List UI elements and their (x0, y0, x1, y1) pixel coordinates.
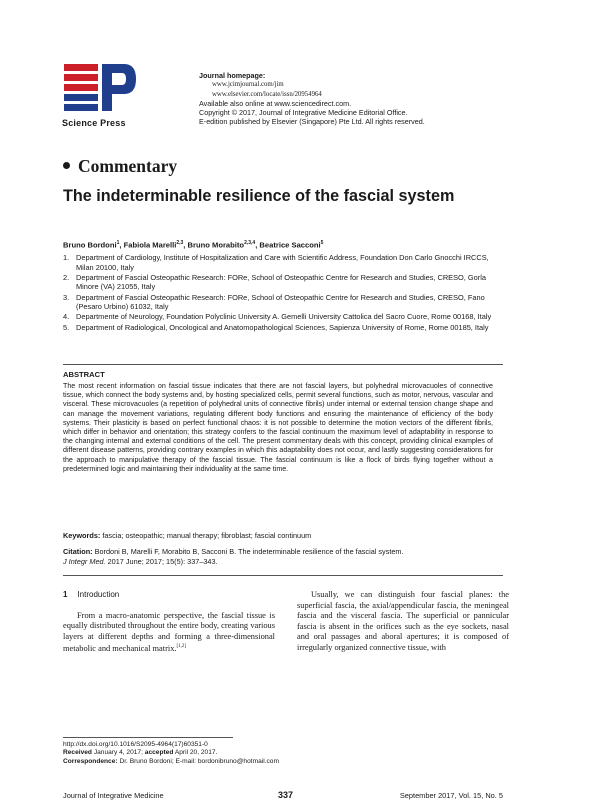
affiliation-item (63, 293, 493, 312)
online-availability: Available also online at www.sciencedirect.com. (199, 98, 352, 108)
citation-details: 2017 June; 2017; 15(5): 337–343. (107, 557, 218, 566)
logo-text: Science Press (62, 118, 126, 128)
affiliation-list (63, 253, 493, 333)
page-number: 337 (278, 790, 294, 800)
page-footer (63, 791, 503, 801)
body-column-left (63, 590, 275, 655)
author-name: Fabiola Marelli (123, 240, 177, 250)
affiliation-number: 1. (63, 253, 70, 262)
correspondence-line (63, 758, 279, 766)
footnote-rule (63, 737, 233, 738)
affiliation-item (63, 253, 493, 272)
accepted-label: accepted (144, 749, 174, 757)
citation (63, 547, 493, 567)
accepted-date: April 20, 2017. (174, 749, 218, 757)
homepage-url[interactable]: www.jcimjournal.com/jim (212, 81, 284, 89)
keywords (63, 531, 493, 540)
author-affil-ref: 2,3 (176, 240, 184, 246)
footer-journal: Journal of Integrative Medicine (63, 791, 164, 800)
received-date: January 4, 2017; (93, 749, 143, 757)
article-title: The indeterminable resilience of the fascial system (63, 187, 455, 205)
citation-journal: J Integr Med. (63, 557, 106, 566)
doi-link[interactable]: http://dx.doi.org/10.1016/S2095-4964(17)60351-0 (63, 741, 208, 748)
section-title: Introduction (77, 590, 120, 599)
affiliation-number: 3. (63, 292, 70, 302)
section-type (63, 156, 177, 177)
affiliation-text: Department of Cardiology, Institute of Hospitalization and Care with Scientific Address, Foundation Don Carlo Gnocchi IRCCS, Milan 20100, Italy (76, 253, 489, 272)
bullet-icon (63, 162, 70, 169)
author-affil-ref: 5 (320, 240, 324, 246)
keywords-text: fascia; osteopathic; manual therapy; fibroblast; fascial continuum (102, 531, 312, 540)
author-name: Beatrice Sacconi (259, 240, 321, 250)
dates-line (63, 749, 279, 757)
citation-label: Citation: (63, 547, 93, 556)
footnotes (63, 741, 279, 766)
abstract-heading: ABSTRACT (63, 370, 105, 379)
section-heading (63, 590, 275, 601)
affiliation-number: 2. (63, 272, 70, 282)
correspondence-text: Dr. Bruno Bordoni; E-mail: bordonibruno@hotmail.com (119, 757, 279, 765)
section-type-label: Commentary (78, 156, 178, 176)
affiliation-item (63, 273, 493, 292)
author-affil-ref: 1 (116, 240, 120, 246)
affiliation-item (63, 323, 493, 333)
affiliation-number: 4. (63, 312, 70, 322)
affiliation-number: 5. (63, 322, 70, 332)
author-list: Bruno Bordoni$^1$, Fabiola Marelli$^{2,3}$, Bruno Morabito$^{2,3,4}$, Beatrice Sacconi$^5$ (63, 240, 324, 250)
intro-paragraph (63, 611, 275, 655)
footer-issue: September 2017, Vol. 15, No. 5 (399, 791, 503, 800)
keywords-label: Keywords: (63, 531, 101, 540)
correspondence-label: Correspondence: (63, 757, 118, 765)
author-name: Bruno Morabito (187, 240, 245, 250)
homepage-label: Journal homepage: (199, 71, 266, 80)
section-number: 1 (63, 590, 68, 599)
fascial-planes-paragraph: Usually, we can distinguish four fascial planes: the superficial fascia, the axial/appendicular fascia, the meningeal fascia and the visceral fascia. The superficial or pannicular fascia is absent in the orifices such as the eye sockets, nasal and oral passages and aboral apertures; it is composed of irregularly organized connective tissue, with (297, 590, 509, 652)
science-press-logo (62, 60, 138, 126)
affiliation-text: Department of Radiological, Oncological and Anatomopathological Sciences, Sapienza University of Rome, Rome 00185, Italy (76, 322, 489, 332)
publisher-line: E-edition published by Elsevier (Singapore) Pte Ltd. All rights reserved. (199, 117, 425, 127)
citation-bottom-rule (63, 575, 503, 576)
received-label: Received (63, 749, 92, 757)
elsevier-url[interactable]: www.elsevier.com/locate/issn/20954964 (212, 90, 322, 98)
citation-text: Bordoni B, Marelli F, Morabito B, Sacconi B. The indeterminable resilience of the fascial system. (94, 547, 404, 556)
author-name: Bruno Bordoni (63, 240, 117, 250)
affiliation-item (63, 312, 493, 322)
intro-paragraph-text: From a macro-anatomic perspective, the fascial tissue is equally distributed throughout the entire body, creating various layers at different depths and forming a three-dimensional metabolic and mechanical matrix. (63, 610, 275, 654)
affiliation-text: Department of Fascial Osteopathic Research: FORe, School of Osteopathic Centre for Research and Studies, CRESO, Gorla Minore (VA) 21055, Italy (76, 272, 486, 292)
journal-info (199, 71, 425, 127)
reference-marker[interactable]: [1,2] (176, 644, 187, 650)
abstract-top-rule (63, 364, 503, 365)
affiliation-text: Departmente of Neurology, Foundation Polyclinic University A. Gemelli University Cattolica del Sacro Cuore, Rome 00168, Italy (76, 312, 492, 322)
affiliation-text: Department of Fascial Osteopathic Research: FORe, School of Osteopathic Centre for Research and Studies, CRESO, Fano (Pesaro Urbino) 61032, Italy (76, 292, 485, 312)
abstract-text: The most recent information on fascial tissue indicates that there are not fascial layers, but polyhedral microvacuoles of connective tissue, which connect the body systems and, by hosting specialized cells, permit several functions, such as motor, nervous, vascular and visceral. These microvacuoles (a repetition of polyhedral units of connective fibrils) under internal or external tension change shape and can manage the movement variations, regulating different body functions and ensuring the maintenance of efficiency of the body systems. Their plasticity is based on perfect functional chaos: it is not possible to determine the motion vectors of the different fibrils, which differ in behavior and orientation; this strategy confers to the fascial continuum the maximum level of adaptability in response to the changing internal and external conditions of the cell. The present commentary deals with this concept, providing clinical examples of different disease patterns, providing contrary examples in which this adaptability does not occur, and lastly suggesting considerations for the approach to manipulative therapy of the fascial tissue. The fascial continuum is like a flock of birds flying together without a predetermined logic and maintaining their individuality at the same time. (63, 382, 493, 473)
copyright-line: Copyright © 2017, Journal of Integrative Medicine Editorial Office. (199, 108, 408, 118)
author-affil-ref: 2,3,4 (244, 240, 256, 246)
body-column-right (297, 590, 509, 654)
